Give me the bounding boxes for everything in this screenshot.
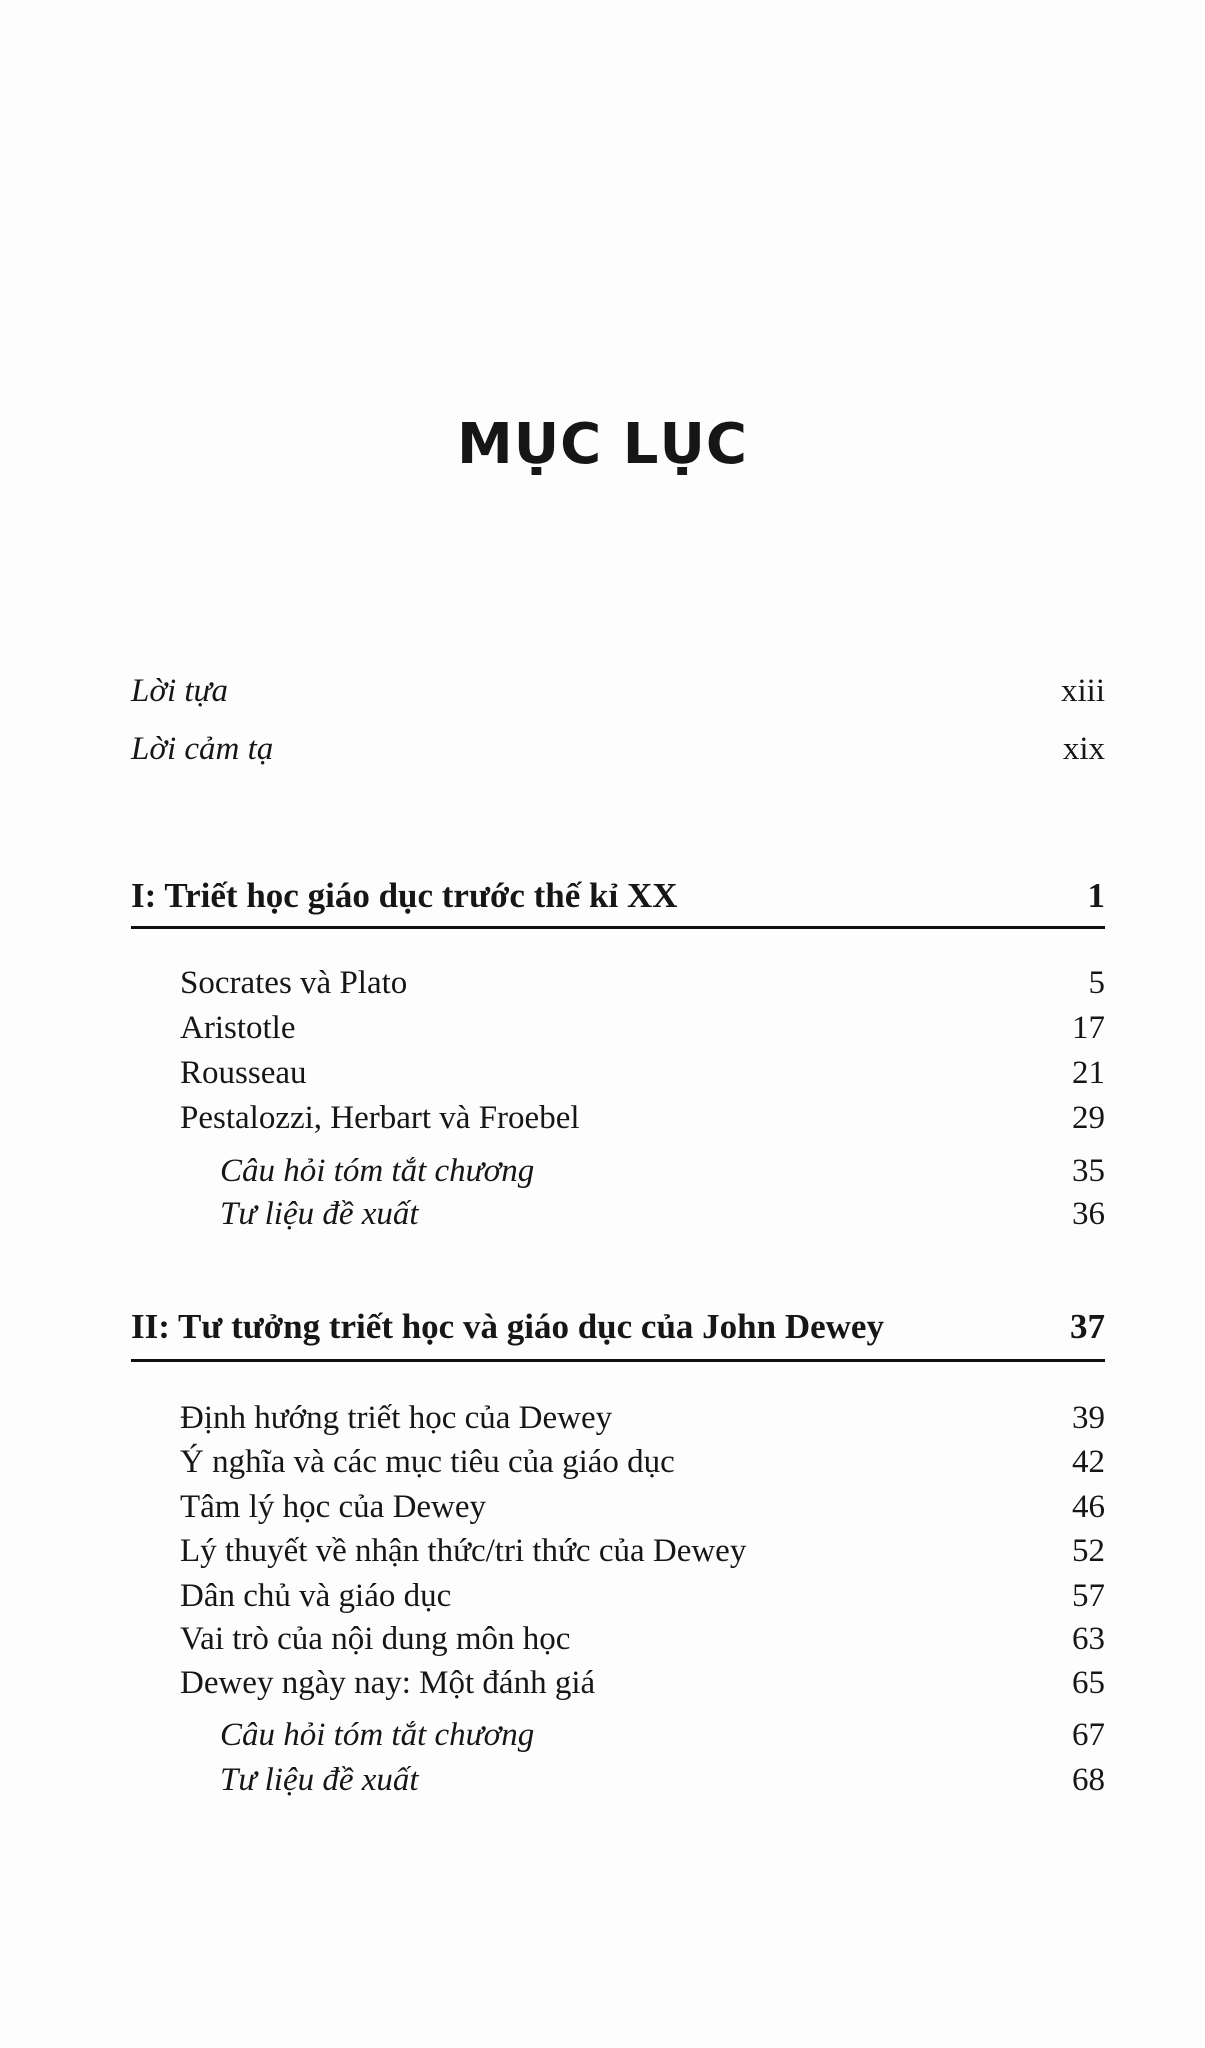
- toc-entry-suggested-readings[interactable]: [0, 1759, 1205, 1803]
- entry-label: Aristotle: [180, 1010, 296, 1046]
- entry-page: 63: [1072, 1621, 1105, 1657]
- entry-page: 17: [1072, 1010, 1105, 1046]
- chapter-label: I: Triết học giáo dục trước thế kỉ XX: [131, 876, 678, 915]
- entry-page: 36: [1072, 1196, 1105, 1232]
- entry-label: Ý nghĩa và các mục tiêu của giáo dục: [180, 1444, 675, 1480]
- entry-page: 67: [1072, 1717, 1105, 1753]
- entry-label: Định hướng triết học của Dewey: [180, 1400, 613, 1436]
- toc-entry-summary-questions[interactable]: [0, 1150, 1205, 1194]
- entry-page: 39: [1072, 1400, 1105, 1436]
- toc-entry[interactable]: [0, 1486, 1205, 1530]
- chapter-heading[interactable]: [0, 1307, 1205, 1351]
- entry-label: Tư liệu đề xuất: [220, 1762, 419, 1798]
- toc-entry-acknowledgements[interactable]: [0, 728, 1205, 772]
- entry-page: 46: [1072, 1489, 1105, 1525]
- toc-entry-summary-questions[interactable]: [0, 1714, 1205, 1758]
- toc-entry[interactable]: [0, 1052, 1205, 1096]
- entry-page: 35: [1072, 1153, 1105, 1189]
- entry-page: 29: [1072, 1100, 1105, 1136]
- entry-page: 68: [1072, 1762, 1105, 1798]
- toc-entry[interactable]: [0, 962, 1205, 1006]
- entry-label: Lý thuyết về nhận thức/tri thức của Dewey: [180, 1533, 747, 1569]
- entry-page: 57: [1072, 1578, 1105, 1614]
- entry-label: Dân chủ và giáo dục: [180, 1578, 452, 1614]
- toc-entry[interactable]: [0, 1397, 1205, 1441]
- entry-page: 65: [1072, 1665, 1105, 1701]
- entry-label: Rousseau: [180, 1055, 307, 1091]
- entry-label: Lời tựa: [131, 673, 229, 709]
- entry-label: Tư liệu đề xuất: [220, 1196, 419, 1232]
- chapter-heading[interactable]: [0, 876, 1205, 920]
- chapter-page: 1: [1087, 876, 1105, 915]
- entry-page: xix: [1062, 731, 1105, 767]
- entry-label: Dewey ngày nay: Một đánh giá: [180, 1665, 596, 1701]
- entry-label: Pestalozzi, Herbart và Froebel: [180, 1100, 580, 1136]
- entry-page: xiii: [1060, 673, 1105, 709]
- entry-label: Lời cảm tạ: [131, 731, 274, 767]
- toc-entry[interactable]: [0, 1575, 1205, 1619]
- entry-page: 42: [1072, 1444, 1105, 1480]
- chapter-divider: [131, 1359, 1105, 1362]
- page-title: MỤC LỤC: [456, 412, 749, 477]
- entry-label: Socrates và Plato: [180, 965, 408, 1001]
- entry-label: Câu hỏi tóm tắt chương: [220, 1717, 535, 1753]
- chapter-label: II: Tư tưởng triết học và giáo dục của John Dewey: [131, 1307, 884, 1346]
- toc-entry[interactable]: [0, 1097, 1205, 1141]
- entry-page: 5: [1088, 965, 1105, 1001]
- chapter-divider: [131, 926, 1105, 929]
- entry-page: 52: [1072, 1533, 1105, 1569]
- toc-entry[interactable]: [0, 1530, 1205, 1574]
- chapter-page: 37: [1070, 1307, 1105, 1346]
- toc-entry[interactable]: [0, 1618, 1205, 1662]
- entry-page: 21: [1072, 1055, 1105, 1091]
- entry-label: Vai trò của nội dung môn học: [180, 1621, 571, 1657]
- toc-entry-suggested-readings[interactable]: [0, 1193, 1205, 1237]
- entry-label: Câu hỏi tóm tắt chương: [220, 1153, 535, 1189]
- toc-entry-preface[interactable]: [0, 670, 1205, 714]
- entry-label: Tâm lý học của Dewey: [180, 1489, 487, 1525]
- toc-entry[interactable]: [0, 1007, 1205, 1051]
- toc-entry[interactable]: [0, 1662, 1205, 1706]
- toc-entry[interactable]: [0, 1441, 1205, 1485]
